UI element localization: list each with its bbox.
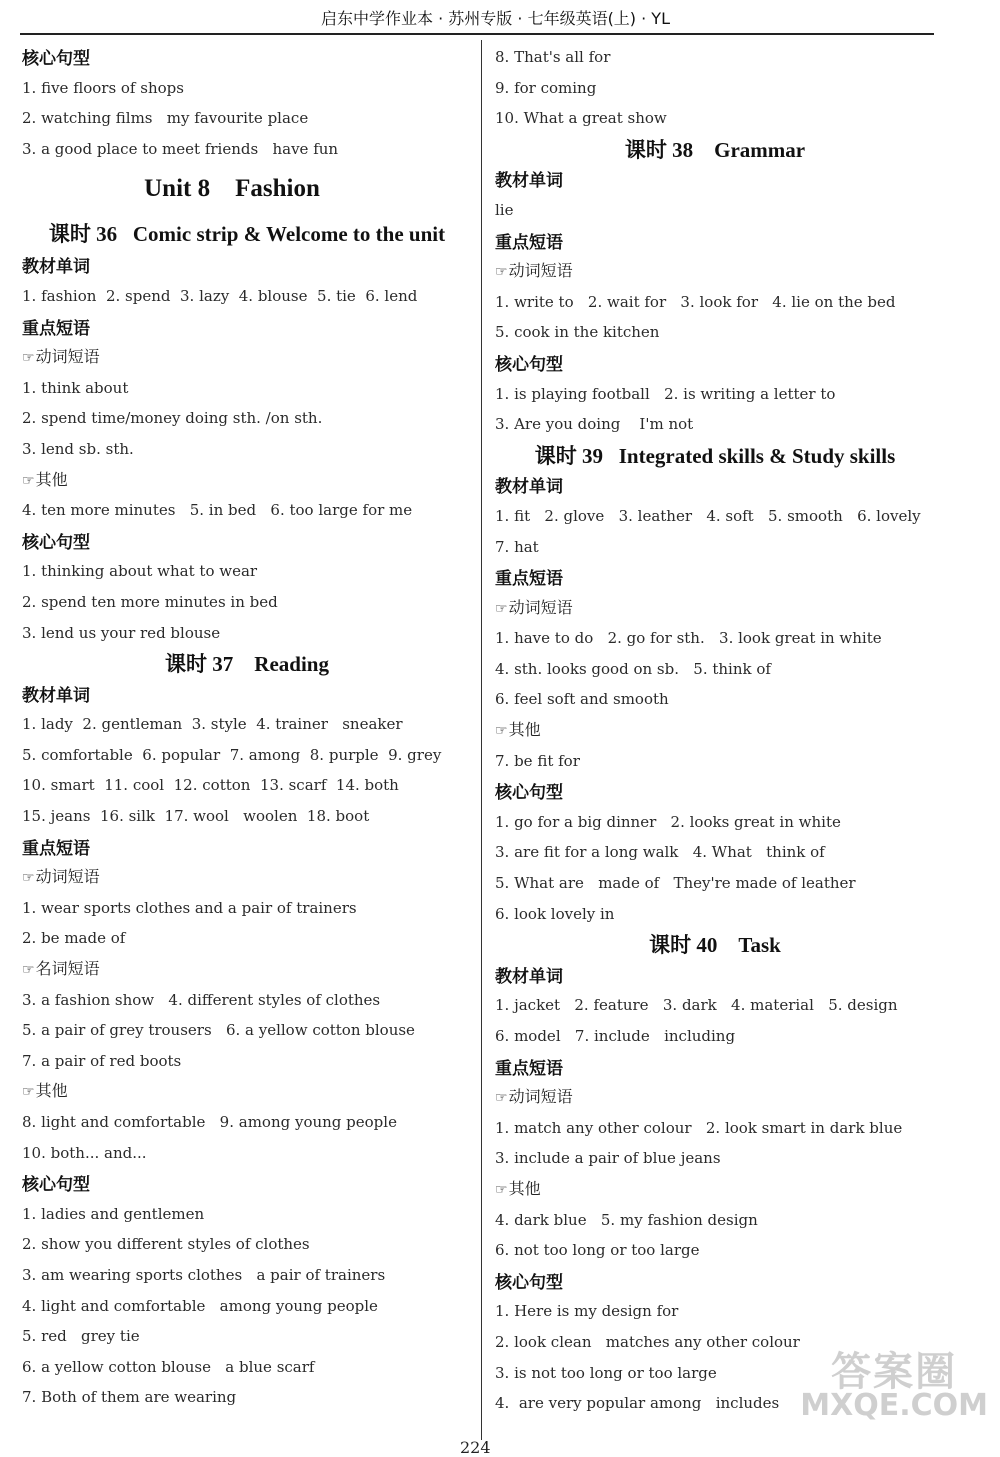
section-heading: 重点短语 <box>22 838 90 859</box>
answer-line: 10. both... and... <box>22 1143 147 1162</box>
subsection-label <box>495 1174 935 1205</box>
watermark <box>800 1349 988 1423</box>
answer-line: 7. be fit for <box>495 751 580 770</box>
answer-line: 6. model 7. include including <box>495 1027 736 1045</box>
lesson-title: 课时 39 Integrated skills & Study skills <box>534 443 896 468</box>
pointing-hand-icon: ☞ <box>22 870 35 887</box>
answer-line: lie <box>495 200 514 219</box>
answer-line: 2. spend ten more minutes in bed <box>22 592 278 611</box>
answer-line: 3. am wearing sports clothes a pair of trainers <box>22 1265 386 1284</box>
pointing-hand-icon: ☞ <box>495 1090 508 1107</box>
section-heading: 重点短语 <box>495 569 563 590</box>
section-heading: 核心句型 <box>22 49 90 69</box>
answer-line: 1. five floors of shops <box>22 78 184 97</box>
answer-line: 10. What a great show <box>495 109 667 128</box>
section-heading: 教材单词 <box>22 685 90 706</box>
answer-line: 9. for coming <box>495 78 597 97</box>
answer-line: 1. thinking about what to wear <box>22 562 258 581</box>
pointing-hand-icon: ☞ <box>495 723 508 740</box>
answer-line: 3. lend us your red blouse <box>22 623 221 642</box>
pointing-hand-icon: ☞ <box>22 472 35 489</box>
answer-line: 2. spend time/money doing sth. /on sth. <box>22 409 323 428</box>
section-heading: 教材单词 <box>495 966 563 987</box>
section-heading: 教材单词 <box>495 477 563 498</box>
subsection-label <box>22 1076 472 1107</box>
subsection-label <box>495 715 935 746</box>
answer-line: 3. Are you doing I'm not <box>495 415 694 434</box>
answer-line: 1. jacket 2. feature 3. dark 4. material 5. design <box>495 996 898 1015</box>
page-header <box>0 0 1000 36</box>
subsection-label <box>22 862 472 893</box>
subsection-label-text: 其他 <box>508 720 541 740</box>
answer-line: 5. cook in the kitchen <box>495 323 660 342</box>
subsection-label <box>22 954 472 985</box>
subsection-label <box>495 593 935 624</box>
pointing-hand-icon: ☞ <box>22 962 35 979</box>
left-column <box>22 42 472 1413</box>
answer-line: 1. go for a big dinner 2. looks great in white <box>495 812 841 831</box>
answer-line: 5. What are made of They're made of leather <box>495 874 856 893</box>
answer-line: 1. wear sports clothes and a pair of trainers <box>22 898 357 917</box>
answer-line: 1. ladies and gentlemen <box>22 1204 205 1223</box>
answer-line: 2. watching films my favourite place <box>22 109 309 128</box>
right-column <box>495 42 935 1419</box>
answer-line: 1. lady 2. gentleman 3. style 4. trainer sneaker <box>22 715 403 734</box>
answer-line: 10. smart 11. cool 12. cotton 13. scarf 14. both <box>22 776 399 795</box>
subsection-label <box>22 465 472 496</box>
subsection-label-text: 动词短语 <box>508 1087 573 1107</box>
lesson-title: 课时 36 Comic strip & Welcome to the unit <box>48 222 446 247</box>
answer-line: 6. feel soft and smooth <box>495 690 669 709</box>
subsection-label-text: 其他 <box>35 1081 68 1101</box>
pointing-hand-icon: ☞ <box>495 264 508 281</box>
subsection-label-text: 动词短语 <box>508 261 573 281</box>
section-heading: 核心句型 <box>495 1272 563 1293</box>
section-heading: 核心句型 <box>22 532 90 553</box>
subsection-label-text: 其他 <box>508 1178 541 1198</box>
answer-line: 3. is not too long or too large <box>495 1363 717 1382</box>
answer-line: 1. fit 2. glove 3. leather 4. soft 5. smooth 6. lovely <box>495 506 921 525</box>
answer-line: 4. dark blue 5. my fashion design <box>495 1210 758 1229</box>
subsection-label <box>22 342 472 373</box>
lesson-title: 课时 38 Grammar <box>624 137 806 162</box>
section-heading: 教材单词 <box>22 257 90 278</box>
answer-line: 3. lend sb. sth. <box>22 439 134 458</box>
answer-line: 5. comfortable 6. popular 7. among 8. purple 9. grey <box>22 745 442 764</box>
section-heading: 核心句型 <box>495 783 563 804</box>
answer-line: 15. jeans 16. silk 17. wool woolen 18. boot <box>22 807 370 826</box>
pointing-hand-icon: ☞ <box>495 600 508 617</box>
answer-line: 2. look clean matches any other colour <box>495 1332 800 1351</box>
answer-line: 6. not too long or too large <box>495 1241 700 1260</box>
answer-line: 8. That's all for <box>495 48 611 66</box>
page-number: 224 <box>460 1438 491 1457</box>
answer-line: 6. look lovely in <box>495 904 615 923</box>
answer-line: 3. include a pair of blue jeans <box>495 1149 721 1168</box>
section-heading: 核心句型 <box>495 354 563 375</box>
header-rule <box>20 33 934 35</box>
lesson-title: 课时 37 Reading <box>165 652 329 677</box>
header-title: 启东中学作业本 · 苏州专版 · 七年级英语(上) · YL <box>321 9 670 28</box>
section-heading: 重点短语 <box>495 1058 563 1079</box>
answer-line: 7. a pair of red boots <box>22 1051 182 1070</box>
answer-line: 1. think about <box>22 378 129 397</box>
answer-line: 2. show you different styles of clothes <box>22 1235 310 1254</box>
section-heading: 教材单词 <box>495 171 563 192</box>
answer-line: 4. ten more minutes 5. in bed 6. too large for me <box>22 501 413 520</box>
subsection-label <box>495 256 935 287</box>
answer-line: 5. a pair of grey trousers 6. a yellow cotton blouse <box>22 1021 415 1040</box>
lesson-title: 课时 40 Task <box>649 933 781 958</box>
subsection-label-text: 名词短语 <box>35 959 100 979</box>
column-divider <box>481 40 482 1440</box>
answer-line: 3. are fit for a long walk 4. What think of <box>495 843 825 862</box>
answer-line: 4. light and comfortable among young people <box>22 1296 378 1315</box>
section-heading: 重点短语 <box>22 318 90 339</box>
subsection-label-text: 其他 <box>35 469 68 489</box>
subsection-label-text: 动词短语 <box>508 597 573 617</box>
pointing-hand-icon: ☞ <box>22 350 35 367</box>
section-heading: 重点短语 <box>495 232 563 253</box>
answer-line: 1. have to do 2. go for sth. 3. look great in white <box>495 629 882 648</box>
subsection-label-text: 动词短语 <box>35 347 100 367</box>
answer-line: 8. light and comfortable 9. among young people <box>22 1113 397 1131</box>
unit-title: Unit 8 Fashion <box>144 175 320 203</box>
section-heading: 核心句型 <box>22 1175 90 1196</box>
answer-line: 2. be made of <box>22 929 126 948</box>
answer-line: 3. a fashion show 4. different styles of clothes <box>22 990 381 1009</box>
subsection-label <box>495 1082 935 1113</box>
answer-line: 7. Both of them are wearing <box>22 1388 237 1407</box>
answer-line: 1. Here is my design for <box>495 1302 679 1321</box>
answer-line: 1. is playing football 2. is writing a letter to <box>495 384 836 403</box>
answer-line: 7. hat <box>495 537 539 556</box>
answer-line: 5. red grey tie <box>22 1327 140 1346</box>
answer-line: 4. are very popular among includes <box>495 1394 780 1413</box>
watermark-line1: 答案圈 <box>831 1349 958 1395</box>
answer-line: 1. match any other colour 2. look smart in dark blue <box>495 1118 903 1137</box>
pointing-hand-icon: ☞ <box>495 1181 508 1198</box>
answer-line: 3. a good place to meet friends have fun <box>22 139 339 158</box>
answer-line: 4. sth. looks good on sb. 5. think of <box>495 659 771 678</box>
answer-line: 6. a yellow cotton blouse a blue scarf <box>22 1357 315 1376</box>
answer-line: 1. write to 2. wait for 3. look for 4. lie on the bed <box>495 292 896 311</box>
pointing-hand-icon: ☞ <box>22 1084 35 1101</box>
answer-line: 1. fashion 2. spend 3. lazy 4. blouse 5. tie 6. lend <box>22 286 418 305</box>
subsection-label-text: 动词短语 <box>35 867 100 887</box>
watermark-line2: MXQE.COM <box>800 1388 988 1423</box>
